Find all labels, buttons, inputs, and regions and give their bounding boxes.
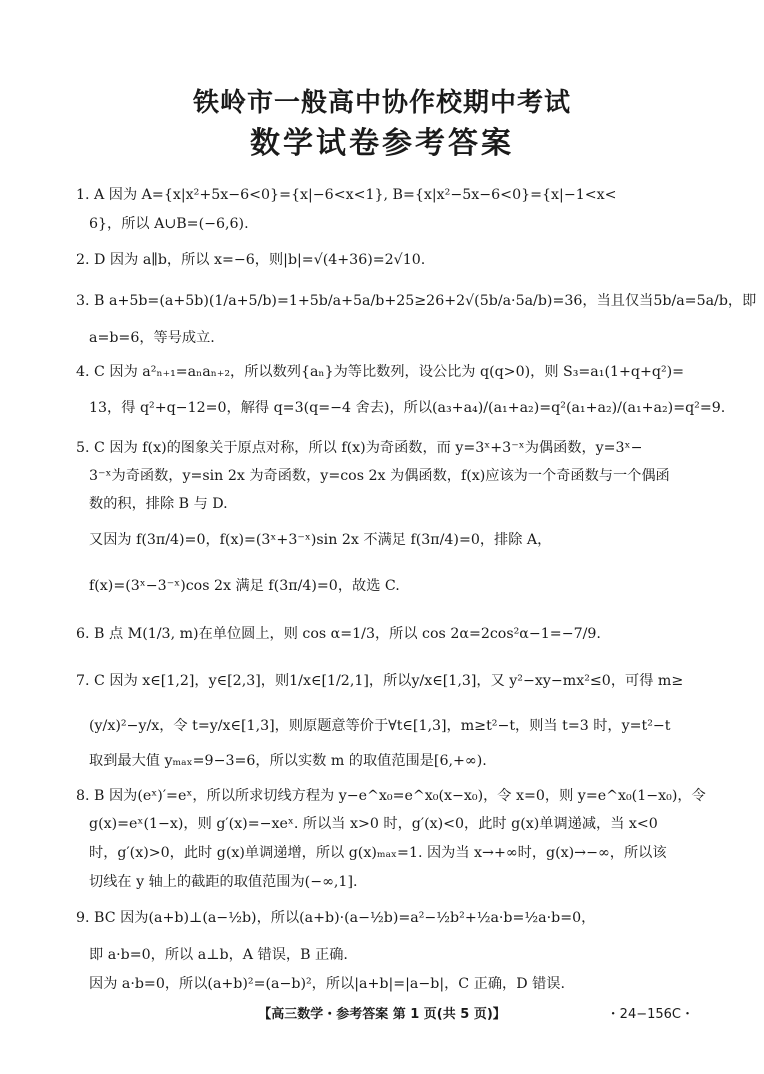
answer-line: 又因为 f(3π/4)=0，f(x)=(3ˣ+3⁻ˣ)sin 2x 不满足 f(3π/4)=0，排除 A， bbox=[89, 532, 552, 548]
answer-line: 8. B 因为(eˣ)′=eˣ，所以所求切线方程为 y−e^x₀=e^x₀(x−x₀)，令 x=0，则 y=e^x₀(1−x₀)，令 bbox=[76, 788, 706, 804]
answer-line: 3⁻ˣ为奇函数，y=sin 2x 为奇函数，y=cos 2x 为偶函数，f(x)应该为一个奇函数与一个偶函 bbox=[89, 468, 670, 484]
answer-key-title: 数学试卷参考答案 bbox=[250, 126, 514, 161]
footer-code: ・24−156C・ bbox=[606, 1007, 694, 1022]
answer-line: 5. C 因为 f(x)的图象关于原点对称，所以 f(x)为奇函数，而 y=3ˣ+3⁻ˣ为偶函数，y=3ˣ− bbox=[76, 440, 643, 456]
answer-line: 数的积，排除 B 与 D. bbox=[89, 496, 228, 512]
exam-title: 铁岭市一般高中协作校期中考试 bbox=[192, 88, 571, 118]
answer-line: 13，得 q²+q−12=0，解得 q=3(q=−4 舍去)，所以(a₃+a₄)/(a₁+a₂)=q²(a₁+a₂)/(a₁+a₂)=q²=9. bbox=[89, 400, 726, 416]
page-footer bbox=[0, 1003, 764, 1025]
answer-line: 7. C 因为 x∈[1,2]，y∈[2,3]，则1/x∈[1/2,1]，所以y/x∈[1,3]，又 y²−xy−mx²≤0，可得 m≥ bbox=[76, 673, 684, 689]
answer-line: 3. B a+5b=(a+5b)(1/a+5/b)=1+5b/a+5a/b+25≥26+2√(5b/a·5a/b)=36，当且仅当5b/a=5a/b，即 bbox=[76, 293, 757, 309]
footer-page-info: 【高三数学・参考答案 第 1 页(共 5 页)】 bbox=[258, 1007, 506, 1022]
answer-line: 4. C 因为 a²ₙ₊₁=aₙaₙ₊₂，所以数列{aₙ}为等比数列，设公比为 q(q>0)，则 S₃=a₁(1+q+q²)= bbox=[76, 364, 685, 380]
answer-line: 时，g′(x)>0，此时 g(x)单调递增，所以 g(x)ₘₐₓ=1. 因为当 x→+∞时，g(x)→−∞，所以该 bbox=[89, 845, 667, 861]
answer-line: g(x)=eˣ(1−x)，则 g′(x)=−xeˣ. 所以当 x>0 时，g′(x)<0，此时 g(x)单调递减，当 x<0 bbox=[89, 816, 658, 832]
answer-line: 2. D 因为 a∥b，所以 x=−6，则|b|=√(4+36)=2√10. bbox=[76, 252, 426, 268]
answer-line: a=b=6，等号成立. bbox=[89, 330, 215, 346]
answer-line: 6. B 点 M(1/3, m)在单位圆上，则 cos α=1/3，所以 cos 2α=2cos²α−1=−7/9. bbox=[76, 626, 601, 642]
answer-line: 取到最大值 yₘₐₓ=9−3=6，所以实数 m 的取值范围是[6,+∞). bbox=[89, 753, 487, 769]
answer-line: 因为 a·b=0，所以(a+b)²=(a−b)²，所以|a+b|=|a−b|，C 正确，D 错误. bbox=[89, 976, 565, 992]
answer-line: f(x)=(3ˣ−3⁻ˣ)cos 2x 满足 f(3π/4)=0，故选 C. bbox=[89, 578, 400, 594]
answer-line: 6}，所以 A∪B=(−6,6). bbox=[89, 216, 249, 232]
answer-line: 即 a·b=0，所以 a⊥b，A 错误，B 正确. bbox=[89, 947, 348, 963]
answer-line: (y/x)²−y/x，令 t=y/x∈[1,3]，则原题意等价于∀t∈[1,3]，m≥t²−t，则当 t=3 时，y=t²−t bbox=[89, 718, 671, 734]
answer-line: 1. A 因为 A={x|x²+5x−6<0}={x|−6<x<1}, B={x|x²−5x−6<0}={x|−1<x< bbox=[76, 187, 617, 203]
answer-line: 切线在 y 轴上的截距的取值范围为(−∞,1]. bbox=[89, 874, 358, 890]
answer-line: 9. BC 因为(a+b)⊥(a−½b)，所以(a+b)·(a−½b)=a²−½b²+½a·b=½a·b=0， bbox=[76, 910, 596, 926]
